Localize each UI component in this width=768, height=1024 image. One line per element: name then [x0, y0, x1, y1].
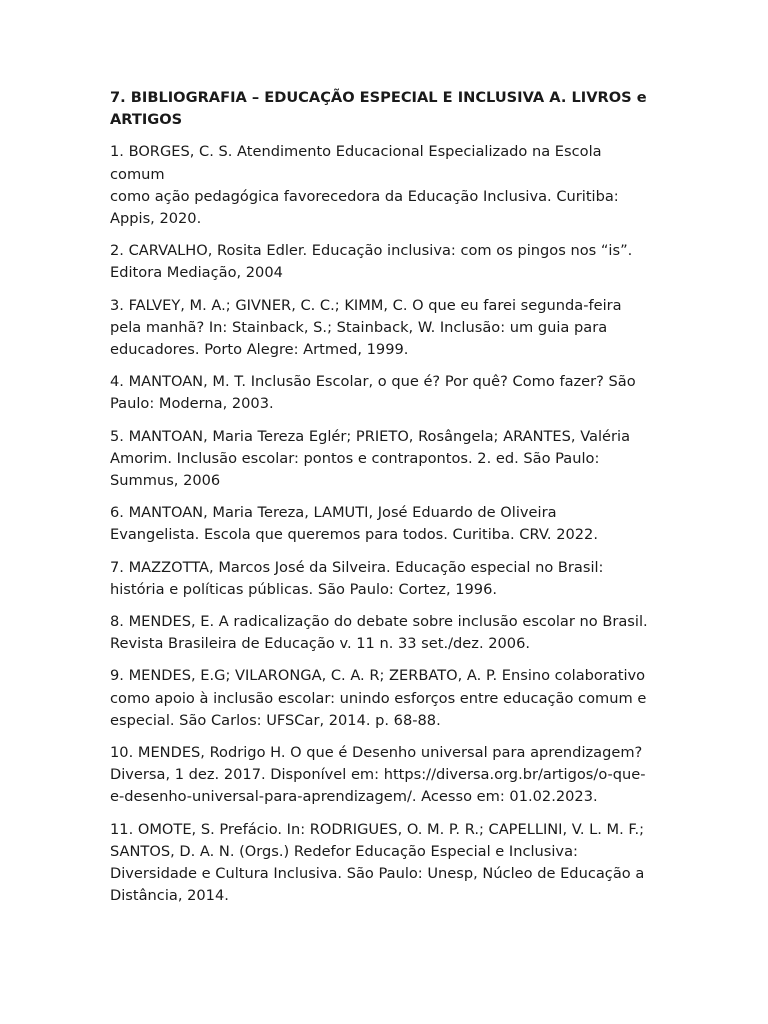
section-heading: 7. BIBLIOGRAFIA – EDUCAÇÃO ESPECIAL E INCLUSIVA A. LIVROS e ARTIGOS	[110, 89, 647, 129]
bibliography-entry: 11. OMOTE, S. Prefácio. In: RODRIGUES, O. M. P. R.; CAPELLINI, V. L. M. F.; SANTOS, D. A. N. (Orgs.) Redefor Educação Especial e Inclusiva: Diversidade e Cultura Inclusiva. São Paulo: Unesp, Núcleo de Educação a Distância, 2014.	[110, 820, 645, 905]
bibliography-entry: 3. FALVEY, M. A.; GIVNER, C. C.; KIMM, C. O que eu farei segunda-feira pela manhã? In: Stainback, S.; Stainback, W. Inclusão: um guia para educadores. Porto Alegre: Artmed, 1999.	[110, 296, 622, 359]
bibliography-entry: 7. MAZZOTTA, Marcos José da Silveira. Educação especial no Brasil: história e políticas públicas. São Paulo: Cortez, 1996.	[110, 558, 604, 598]
bibliography-entry: 9. MENDES, E.G; VILARONGA, C. A. R; ZERBATO, A. P. Ensino colaborativo como apoio à inclusão escolar: unindo esforços entre educação comum e especial. São Carlos: UFSCar, 2014. p. 68-88.	[110, 667, 647, 729]
bibliography-entry: 6. MANTOAN, Maria Tereza, LAMUTI, José Eduardo de Oliveira Evangelista. Escola que queremos para todos. Curitiba. CRV. 2022.	[110, 504, 598, 544]
bibliography-entry: 2. CARVALHO, Rosita Edler. Educação inclusiva: com os pingos nos “is”. Editora Mediação, 2004	[110, 242, 633, 282]
bibliography-entry: 8. MENDES, E. A radicalização do debate sobre inclusão escolar no Brasil. Revista Brasileira de Educação v. 11 n. 33 set./dez. 2006.	[110, 613, 648, 653]
bibliography-entry: 4. MANTOAN, M. T. Inclusão Escolar, o que é? Por quê? Como fazer? São Paulo: Moderna, 2003.	[110, 373, 636, 413]
bibliography-entry: 1. BORGES, C. S. Atendimento Educacional Especializado na Escola comum como ação pedagógica favorecedora da Educação Inclusiva. Curitiba: Appis, 2020.	[110, 143, 619, 228]
bibliography-entry: 5. MANTOAN, Maria Tereza Eglér; PRIETO, Rosângela; ARANTES, Valéria Amorim. Inclusão escolar: pontos e contrapontos. 2. ed. São Paulo: Summus, 2006	[110, 427, 631, 490]
bibliography-entry: 10. MENDES, Rodrigo H. O que é Desenho universal para aprendizagem? Diversa, 1 dez. 2017. Disponível em: https://diversa.org.br/artigos/o-que- e-desenho-universal-para-aprendizagem/. Acesso em: 01.02.2023.	[110, 744, 646, 806]
document-page	[110, 87, 655, 918]
